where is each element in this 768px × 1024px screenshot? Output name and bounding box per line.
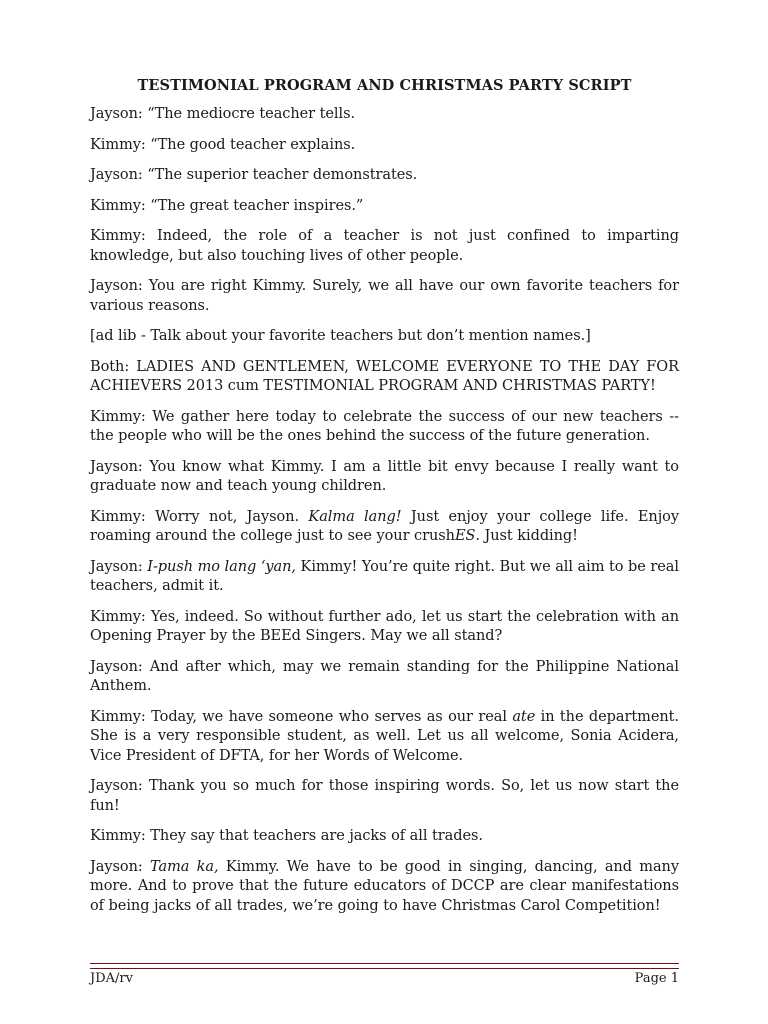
script-line <box>90 358 679 397</box>
line-text: Jayson: You know what Kimmy. I am a little bit envy because I really want to graduate now and teach young children. <box>90 458 679 494</box>
line-text: Jayson: Thank you so much for those inspiring words. So, let us now start the fun! <box>90 778 679 814</box>
emphasis-text: Tama ka, <box>150 858 219 875</box>
line-text: Kimmy: Worry not, Jayson. <box>90 508 309 525</box>
script-line <box>90 708 679 767</box>
page-number: Page 1 <box>634 971 679 986</box>
line-text: Kimmy! You’re quite right. But we all aim to be real teachers, admit it. <box>90 558 679 594</box>
line-text: Kimmy: They say that teachers are jacks of all trades. <box>90 828 483 844</box>
script-line <box>90 658 679 697</box>
line-text: Jayson: You are right Kimmy. Surely, we all have our own favorite teachers for various reasons. <box>90 278 679 314</box>
emphasis-text: I-push mo lang ‘yan, <box>147 558 296 575</box>
line-text: Kimmy: Yes, indeed. So without further ado, let us start the celebration with an Opening Prayer by the BEEd Singers. May we all stand? <box>90 608 679 644</box>
script-line <box>90 197 679 217</box>
script-line <box>90 136 679 156</box>
line-text: in the department. She is a very responsible student, as well. Let us all welcome, Sonia Acidera, Vice President of DFTA, for her Words of Welcome. <box>90 708 679 764</box>
line-text: [ad lib - Talk about your favorite teachers but don’t mention names.] <box>90 328 591 344</box>
script-line <box>90 277 679 316</box>
line-text: Jayson: <box>90 858 150 875</box>
line-text: Kimmy: Indeed, the role of a teacher is not just confined to imparting knowledge, but also touching lives of other people. <box>90 228 679 264</box>
line-text: Kimmy: Today, we have someone who serves as our real <box>90 708 513 725</box>
line-text: Jayson: “The mediocre teacher tells. <box>90 106 356 122</box>
script-line <box>90 558 679 597</box>
line-text: . Just kidding! <box>475 528 578 544</box>
emphasis-text: Kalma lang! <box>308 508 402 525</box>
script-line <box>90 858 679 917</box>
emphasis-text: ES <box>454 528 476 544</box>
script-line <box>90 166 679 186</box>
line-text: Jayson: “The superior teacher demonstrates. <box>90 167 418 183</box>
page-footer <box>90 971 679 986</box>
line-text: Both: LADIES AND GENTLEMEN, WELCOME EVERYONE TO THE DAY FOR ACHIEVERS 2013 cum TESTIMONIAL PROGRAM AND CHRISTMAS PARTY! <box>90 358 679 394</box>
script-line <box>90 105 679 125</box>
footer-initials: JDA/rv <box>90 971 133 986</box>
script-body <box>90 105 679 916</box>
script-line <box>90 827 679 847</box>
script-line <box>90 458 679 497</box>
script-line <box>90 408 679 447</box>
script-line <box>90 777 679 816</box>
line-text: Kimmy: We gather here today to celebrate the success of our new teachers -- the people who will be the ones behind the success of the future generation. <box>90 408 679 444</box>
line-text: Kimmy: “The great teacher inspires.” <box>90 197 364 214</box>
line-text: Just enjoy your college life. Enjoy roaming around the college just to see your crush <box>90 508 679 544</box>
line-text: Kimmy: “The good teacher explains. <box>90 136 356 153</box>
script-line <box>90 508 679 547</box>
document-title: TESTIMONIAL PROGRAM AND CHRISTMAS PARTY SCRIPT <box>137 77 632 94</box>
line-text: Jayson: <box>90 558 148 575</box>
script-line <box>90 227 679 266</box>
script-line <box>90 327 679 347</box>
script-line <box>90 608 679 647</box>
line-text: Jayson: And after which, may we remain standing for the Philippine National Anthem. <box>90 658 679 694</box>
footer-rule <box>90 963 679 969</box>
line-text: Kimmy. We have to be good in singing, dancing, and many more. And to prove that the future educators of DCCP are clear manifestations of being jacks of all trades, we’re going to have Christmas Carol Competition! <box>90 858 679 914</box>
emphasis-text: ate <box>512 708 536 725</box>
